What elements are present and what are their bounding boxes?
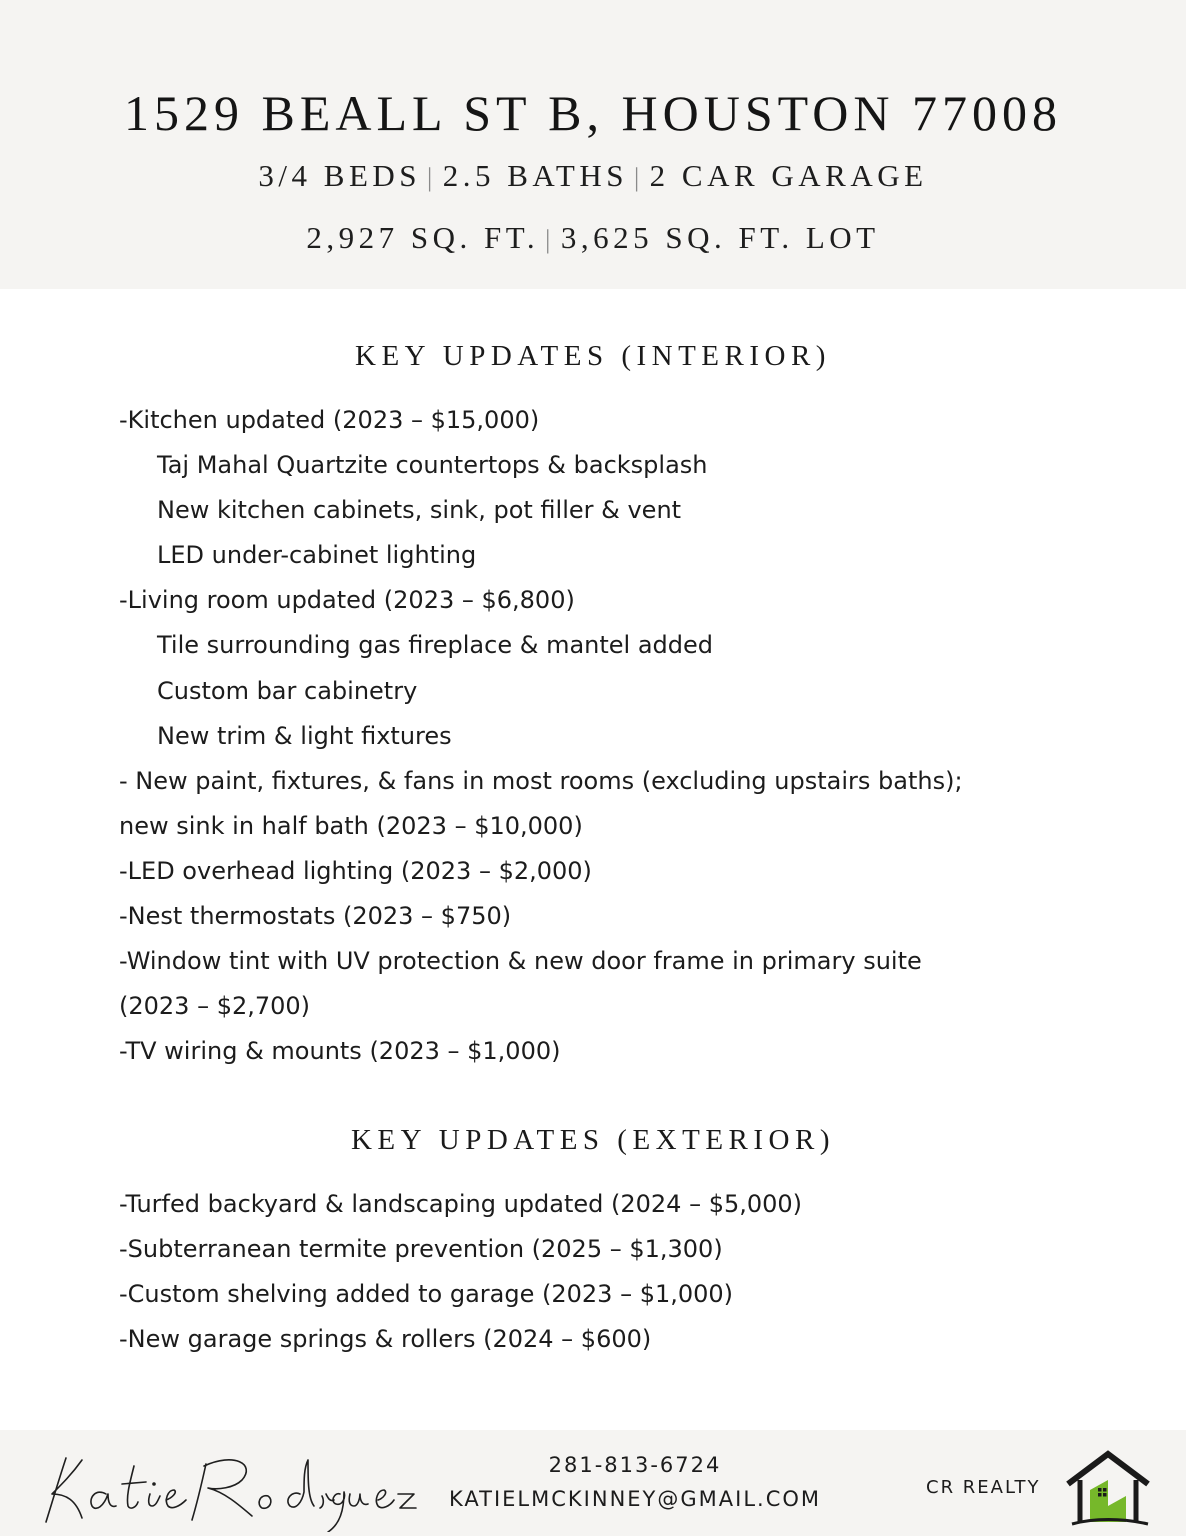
- update-sub-item: Tile surrounding gas fireplace & mantel added: [157, 631, 714, 660]
- separator: |: [633, 163, 644, 192]
- update-item: -Kitchen updated (2023 – $15,000): [119, 406, 540, 434]
- interior-section-title: KEY UPDATES (INTERIOR): [355, 340, 831, 372]
- update-item: -Subterranean termite prevention (2025 – $1,300): [119, 1235, 723, 1264]
- update-item: -LED overhead lighting (2023 – $2,000): [119, 856, 592, 885]
- brokerage-name: CR REALTY: [926, 1477, 1041, 1498]
- property-address: 1529 BEALL ST B, HOUSTON 77008: [123, 85, 1062, 141]
- update-item: - New paint, fixtures, & fans in most rooms (excluding upstairs baths);: [119, 766, 963, 795]
- update-item: -Nest thermostats (2023 – $750): [119, 902, 512, 931]
- phone-number: 281-813-6724: [548, 1453, 722, 1477]
- update-sub-item: Taj Mahal Quartzite countertops & backsplash: [157, 451, 708, 480]
- lot-size: 3,625 SQ. FT. LOT: [560, 220, 880, 255]
- exterior-updates-list: [119, 1182, 1079, 1362]
- update-item: -Custom shelving added to garage (2023 – $1,000): [119, 1280, 734, 1309]
- interior-updates-list: [119, 398, 1079, 1074]
- update-sub-item: New kitchen cabinets, sink, pot filler & vent: [157, 496, 682, 525]
- agent-signature: [38, 1436, 418, 1532]
- update-item: -Turfed backyard & landscaping updated (2024 – $5,000): [119, 1190, 803, 1218]
- update-item: -Window tint with UV protection & new door frame in primary suite: [119, 947, 922, 976]
- update-sub-item: New trim & light fixtures: [157, 721, 452, 750]
- property-specs: [0, 158, 1186, 194]
- update-item: -TV wiring & mounts (2023 – $1,000): [119, 1037, 561, 1066]
- square-footage: 2,927 SQ. FT.: [306, 220, 540, 255]
- update-sub-item: LED under-cabinet lighting: [157, 541, 477, 570]
- header-band: [0, 0, 1186, 289]
- exterior-section-title: KEY UPDATES (EXTERIOR): [350, 1124, 835, 1156]
- garage-info: 2 CAR GARAGE: [649, 158, 928, 193]
- update-item: -Living room updated (2023 – $6,800): [119, 586, 575, 615]
- update-item: (2023 – $2,700): [119, 992, 311, 1021]
- separator: |: [427, 163, 437, 192]
- email-address: KATIELMCKINNEY@GMAIL.COM: [448, 1487, 822, 1511]
- update-sub-item: Custom bar cabinetry: [157, 676, 418, 705]
- baths-count: 2.5 BATHS: [442, 158, 628, 193]
- update-item: -New garage springs & rollers (2024 – $600): [119, 1325, 652, 1354]
- property-size: [0, 220, 1186, 256]
- update-item: new sink in half bath (2023 – $10,000): [119, 811, 583, 840]
- beds-count: 3/4 BEDS: [258, 158, 422, 193]
- house-logo-icon: [1064, 1450, 1152, 1528]
- separator: |: [545, 225, 555, 254]
